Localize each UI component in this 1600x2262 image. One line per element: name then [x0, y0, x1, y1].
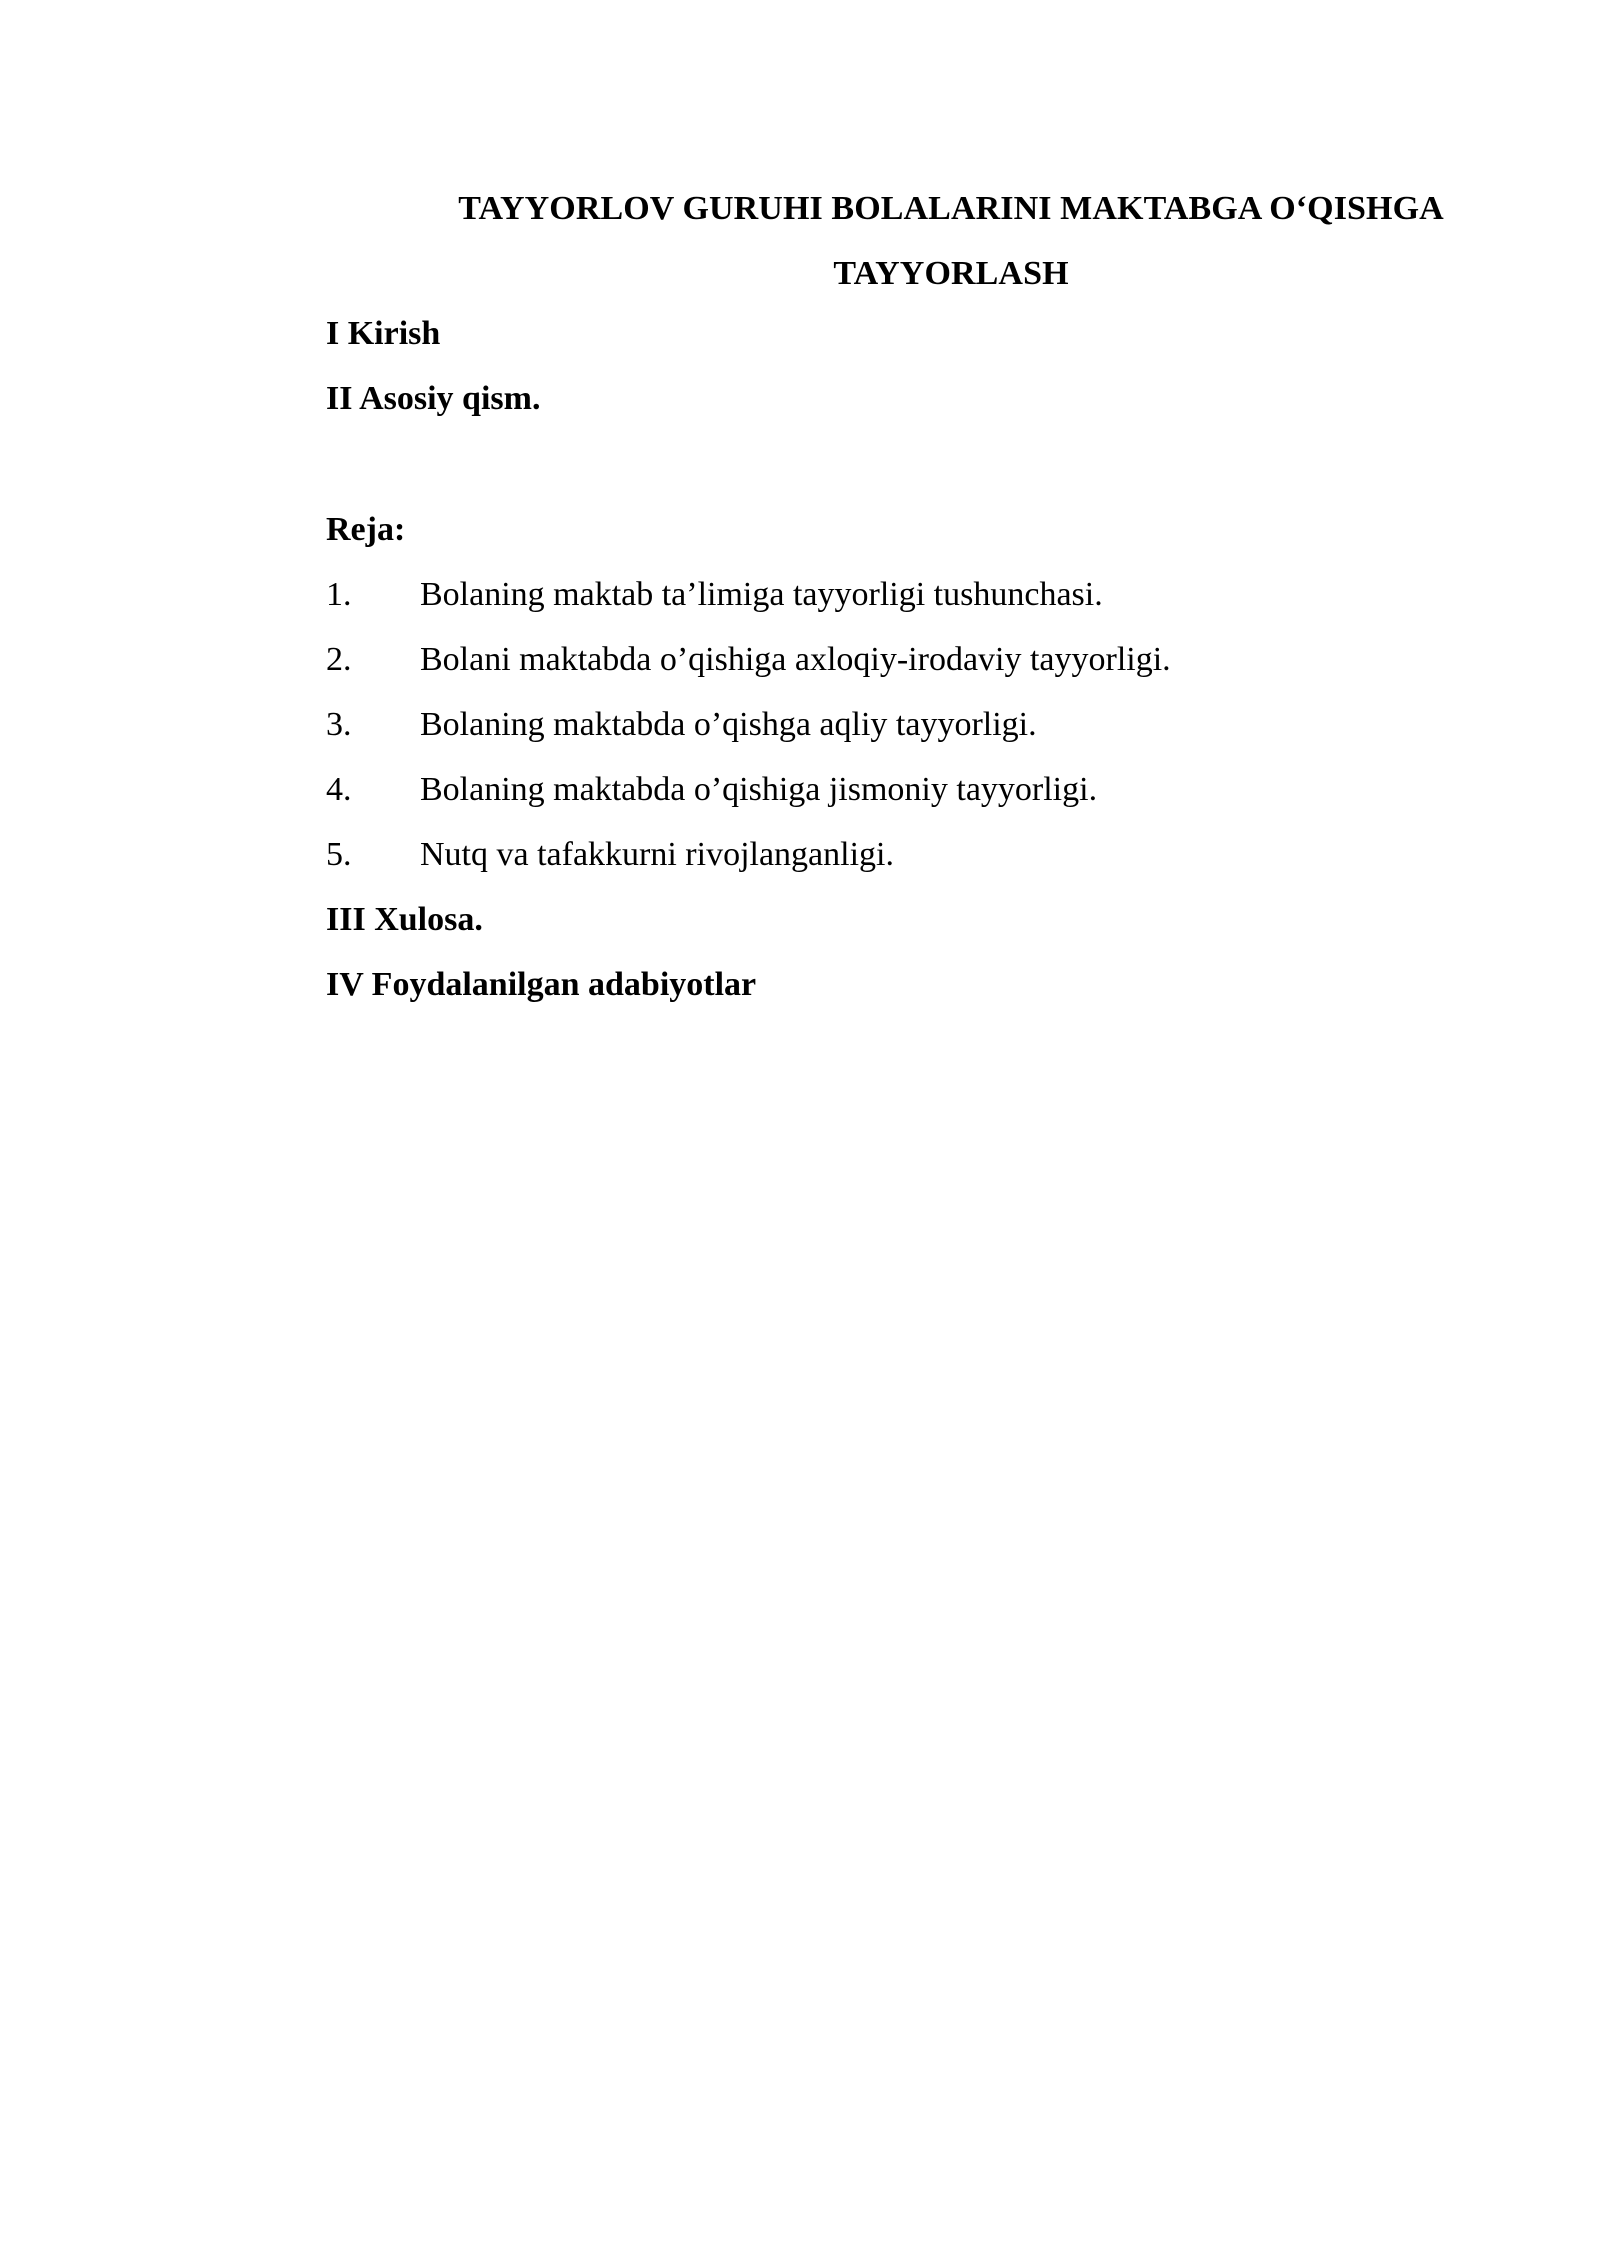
- plan-list-item: [326, 705, 1037, 745]
- plan-item-text: Bolaning maktab ta’limiga tayyorligi tushunchasi.: [420, 576, 1103, 613]
- section-intro-heading: I Kirish: [326, 315, 441, 352]
- plan-list-item: [326, 835, 894, 875]
- plan-item-text: Bolani maktabda o’qishiga axloqiy-irodaviy tayyorligi.: [420, 641, 1171, 678]
- plan-item-text: Nutq va tafakkurni rivojlanganligi.: [420, 836, 894, 873]
- title-line-1: TAYYORLOV GURUHI BOLALARINI MAKTABGA O‘QISHGA: [458, 190, 1444, 227]
- plan-item-text: Bolaning maktabda o’qishga aqliy tayyorligi.: [420, 706, 1037, 743]
- plan-list-item: [326, 770, 1097, 810]
- plan-list-item: [326, 575, 1103, 615]
- section-references-heading: IV Foydalanilgan adabiyotlar: [326, 966, 757, 1003]
- plan-item-text: Bolaning maktabda o’qishiga jismoniy tayyorligi.: [420, 771, 1098, 808]
- plan-item-number: 2.: [326, 641, 352, 678]
- plan-item-number: 1.: [326, 576, 352, 613]
- plan-item-number: 4.: [326, 771, 352, 808]
- document-title: [326, 176, 1576, 306]
- section-main-heading: II Asosiy qism.: [326, 380, 541, 417]
- section-conclusion-heading: III Xulosa.: [326, 901, 483, 938]
- plan-item-number: 3.: [326, 706, 352, 743]
- plan-item-number: 5.: [326, 836, 352, 873]
- title-line-2: TAYYORLASH: [833, 255, 1069, 292]
- plan-heading: Reja:: [326, 511, 406, 548]
- plan-list-item: [326, 640, 1171, 680]
